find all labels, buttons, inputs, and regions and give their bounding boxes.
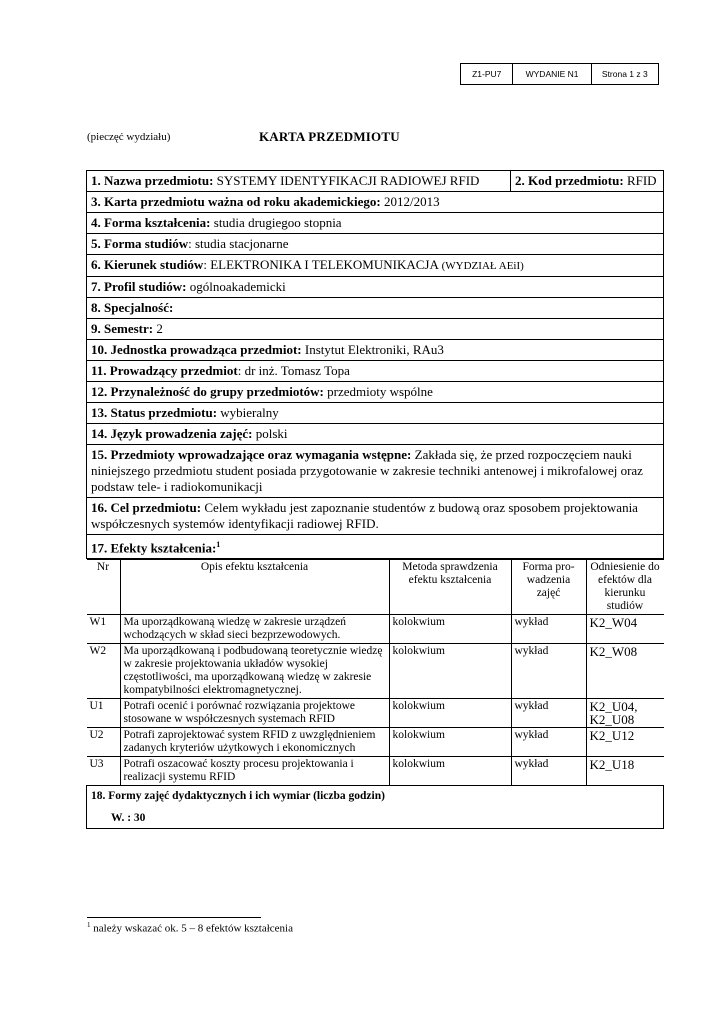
value: 2 (153, 321, 163, 336)
col-nr: Nr (87, 560, 121, 615)
value: polski (252, 426, 288, 441)
table-row (87, 699, 664, 728)
label: 2. Kod przedmiotu: (515, 173, 624, 188)
field-specialty (87, 298, 664, 319)
field-course-group (87, 382, 664, 403)
outcome-description: Potrafi ocenić i porównać rozwiązania projektowe stosowane w współczesnych systemach RFID (120, 699, 389, 728)
outcome-description: Potrafi oszacować koszty procesu projektowania i realizacji systemu RFID (120, 757, 389, 786)
table-row (87, 615, 664, 644)
value: studia drugiegoo stopnia (210, 215, 342, 230)
outcome-nr: U1 (87, 699, 121, 728)
table-row (87, 728, 664, 757)
doc-edition: WYDANIE N1 (513, 64, 591, 84)
value: 2012/2013 (380, 194, 440, 209)
value: Instytut Elektroniki, RAu3 (301, 342, 444, 357)
label: 11. Prowadzący przedmiot (91, 363, 238, 378)
faculty-note: (WYDZIAŁ AEiI) (438, 260, 524, 272)
outcome-form: wykład (511, 615, 586, 644)
label: 5. Forma studiów (91, 236, 189, 251)
field-unit (87, 340, 664, 361)
col-description: Opis efektu kształcenia (120, 560, 389, 615)
value: przedmioty wspólne (323, 384, 433, 399)
value: SYSTEMY IDENTYFIKACJI RADIOWEJ RFID (213, 173, 480, 188)
outcome-description: Potrafi zaprojektować system RFID z uwzględnieniem zadanych kryteriów użytkowych i ekonomicznych (120, 728, 389, 757)
label: 12. Przynależność do grupy przedmiotów: (91, 384, 324, 399)
outcome-reference: K2_U04, K2_U08 (586, 699, 664, 728)
outcome-form: wykład (511, 757, 586, 786)
outcome-form: wykład (511, 728, 586, 757)
label: 10. Jednostka prowadząca przedmiot: (91, 342, 302, 357)
field-study-form (87, 234, 664, 255)
outcome-nr: W1 (87, 615, 121, 644)
label: 14. Język prowadzenia zajęć: (91, 426, 253, 441)
label: 17. Efekty kształcenia: (91, 540, 217, 556)
label: 1. Nazwa przedmiotu: (91, 173, 214, 188)
value: ogólnoakademicki (186, 279, 286, 294)
label: 15. Przedmioty wprowadzające oraz wymagania wstępne: (91, 447, 412, 462)
outcome-method: kolokwium (389, 757, 511, 786)
faculty-stamp: (pieczęć wydziału) (87, 131, 171, 143)
outcome-method: kolokwium (389, 699, 511, 728)
label: 18. Formy zajęć dydaktycznych i ich wymiar (liczba godzin) (91, 790, 385, 803)
outcome-method: kolokwium (389, 615, 511, 644)
footnote-divider (87, 917, 261, 918)
outcome-reference: K2_W08 (586, 644, 664, 699)
outcome-form: wykład (511, 644, 586, 699)
field-lecturer (87, 361, 664, 382)
value: Zakłada się, że przed rozpoczęciem nauki niniejszego przedmiotu student posiada przygotowanie w zakresie techniki antenowej i mikrofalowej oraz podstaw tele- i radiokomunikacji (91, 447, 643, 494)
outcome-nr: W2 (87, 644, 121, 699)
value: wybieralny (217, 405, 279, 420)
footnote (87, 921, 293, 935)
field-education-form (87, 213, 664, 234)
label: 6. Kierunek studiów (91, 257, 204, 272)
field-course-name (87, 171, 664, 192)
label: 16. Cel przedmiotu: (91, 500, 202, 515)
footnote-text: należy wskazać ok. 5 – 8 efektów kształcenia (90, 922, 293, 935)
footnote-ref: 1 (216, 540, 221, 549)
page-title: KARTA PRZEDMIOTU (259, 129, 400, 144)
outcome-reference: K2_U12 (586, 728, 664, 757)
value: : dr inż. Tomasz Topa (237, 363, 350, 378)
outcome-reference: K2_W04 (586, 615, 664, 644)
outcome-nr: U2 (87, 728, 121, 757)
value: RFID (623, 173, 657, 188)
doc-code: Z1-PU7 (461, 64, 513, 84)
value: Celem wykładu jest zapoznanie studentów z budową oraz sposobem projektowania współczesnych systemów identyfikacji radiowej RFID. (91, 500, 638, 531)
outcome-description: Ma uporządkowaną wiedzę w zakresie urządzeń wchodzących w skład sieci bezprzewodowych. (120, 615, 389, 644)
field-semester (87, 319, 664, 340)
outcome-form: wykład (511, 699, 586, 728)
table-row (87, 644, 664, 699)
learning-outcomes-row (87, 559, 664, 786)
field-class-forms (87, 786, 664, 829)
outcome-method: kolokwium (389, 728, 511, 757)
outcome-reference: K2_U18 (586, 757, 664, 786)
field-course-goal (87, 498, 664, 535)
doc-page: Strona 1 z 3 (601, 69, 648, 79)
document-header-box (460, 63, 659, 85)
outcome-description: Ma uporządkowaną i podbudowaną teoretycznie wiedzę w zakresie projektowania układów wysokiej częstotliwości, ma uporządkowaną wiedzę w zakresie kompatybilności elektromagnetycznej. (120, 644, 389, 699)
label: 7. Profil studiów: (91, 279, 187, 294)
course-card-table (86, 170, 664, 829)
label: 13. Status przedmiotu: (91, 405, 218, 420)
value: : ELEKTRONIKA I TELEKOMUNIKACJA (203, 257, 439, 272)
learning-outcomes-table (87, 559, 664, 785)
table-row (87, 757, 664, 786)
field-valid-year (87, 192, 664, 213)
col-form: Forma pro-wadzenia zajęć (511, 560, 586, 615)
col-reference: Odniesienie do efektów dla kierunku studiów (586, 560, 664, 615)
outcome-method: kolokwium (389, 644, 511, 699)
outcomes-header (87, 560, 664, 615)
field-course-status (87, 403, 664, 424)
field-prerequisites (87, 445, 664, 498)
footnote-mark: 1 (87, 921, 91, 929)
field-study-direction (87, 255, 664, 277)
label: 3. Karta przedmiotu ważna od roku akademickiego: (91, 194, 381, 209)
label: 9. Semestr: (91, 321, 154, 336)
field-learning-outcomes (87, 535, 664, 559)
value: : studia stacjonarne (188, 236, 289, 251)
label: 8. Specjalność: (91, 300, 174, 315)
field-language (87, 424, 664, 445)
label: 4. Forma kształcenia: (91, 215, 211, 230)
lecture-hours: W. : 30 (111, 812, 146, 825)
outcome-nr: U3 (87, 757, 121, 786)
col-method: Metoda sprawdzenia efektu kształcenia (389, 560, 511, 615)
field-study-profile (87, 277, 664, 298)
